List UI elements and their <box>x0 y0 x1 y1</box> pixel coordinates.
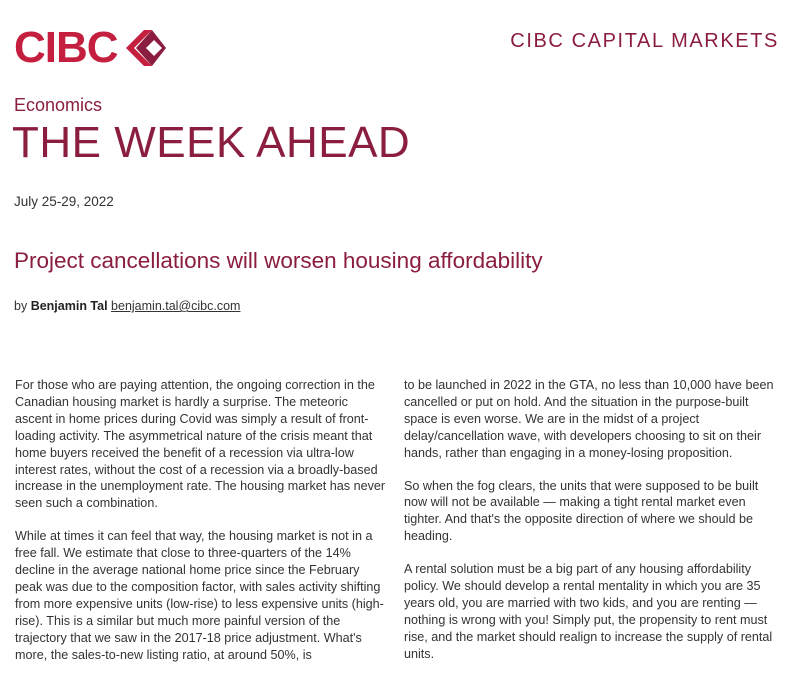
paragraph: For those who are paying attention, the ongoing correction in the Canadian housing market is hardly a surprise. The meteoric ascent in home prices during Covid was simply a result of front-loading activity. The asymmetrical nature of the crisis meant that home buyers received the benefit of a recession via ultra-low interest rates, without the cost of a recession via a broadly-based increase in the unemployment rate. The housing market has never seen such a combination. <box>15 378 386 511</box>
byline-prefix: by <box>14 299 31 313</box>
left-column <box>15 377 387 680</box>
cibc-diamond-logo-icon <box>122 26 170 70</box>
report-date: July 25-29, 2022 <box>14 194 114 209</box>
paragraph: So when the fog clears, the units that were supposed to be built now will not be available — making a tight rental market even tighter. And that's the opposite direction of where we should be heading. <box>404 478 759 544</box>
report-title: THE WEEK AHEAD <box>12 118 411 167</box>
cibc-logo <box>14 23 170 72</box>
paragraph: to be launched in 2022 in the GTA, no less than 10,000 have been cancelled or put on hold. And the situation in the purpose-built space is even worse. We are in the midst of a project delay/cancellation wave, with developers choosing to sit on their hands, rather than engaging in a money-losing proposition. <box>404 378 774 460</box>
section-label: Economics <box>14 95 103 115</box>
paragraph: A rental solution must be a big part of any housing affordability policy. We should develop a rental mentality in which you are 35 years old, you are married with two kids, and you are renting — nothing is wrong with you! Simply put, the propensity to rent must rise, and the market should realign to increase the supply of rental units. <box>404 562 773 661</box>
author-email-link[interactable]: benjamin.tal@cibc.com <box>111 299 241 313</box>
article-headline: Project cancellations will worsen housing affordability <box>14 248 543 273</box>
paragraph: While at times it can feel that way, the housing market is not in a free fall. We estimate that close to three-quarters of the 14% decline in the average national home price since the February peak was due to the composition factor, with sales activity shifting from more expensive units (low-rise) to less expensive units (high-rise). This is a similar but much more painful version of the trajectory that we saw in the 2017-18 price adjustment. What's more, the sales-to-new listing ratio, at around 50%, is <box>15 529 384 662</box>
division-name: CIBC CAPITAL MARKETS <box>510 30 779 52</box>
byline <box>14 299 240 313</box>
right-column <box>404 377 776 679</box>
author-name: Benjamin Tal <box>30 299 108 313</box>
logo-wordmark: CIBC <box>14 23 118 72</box>
